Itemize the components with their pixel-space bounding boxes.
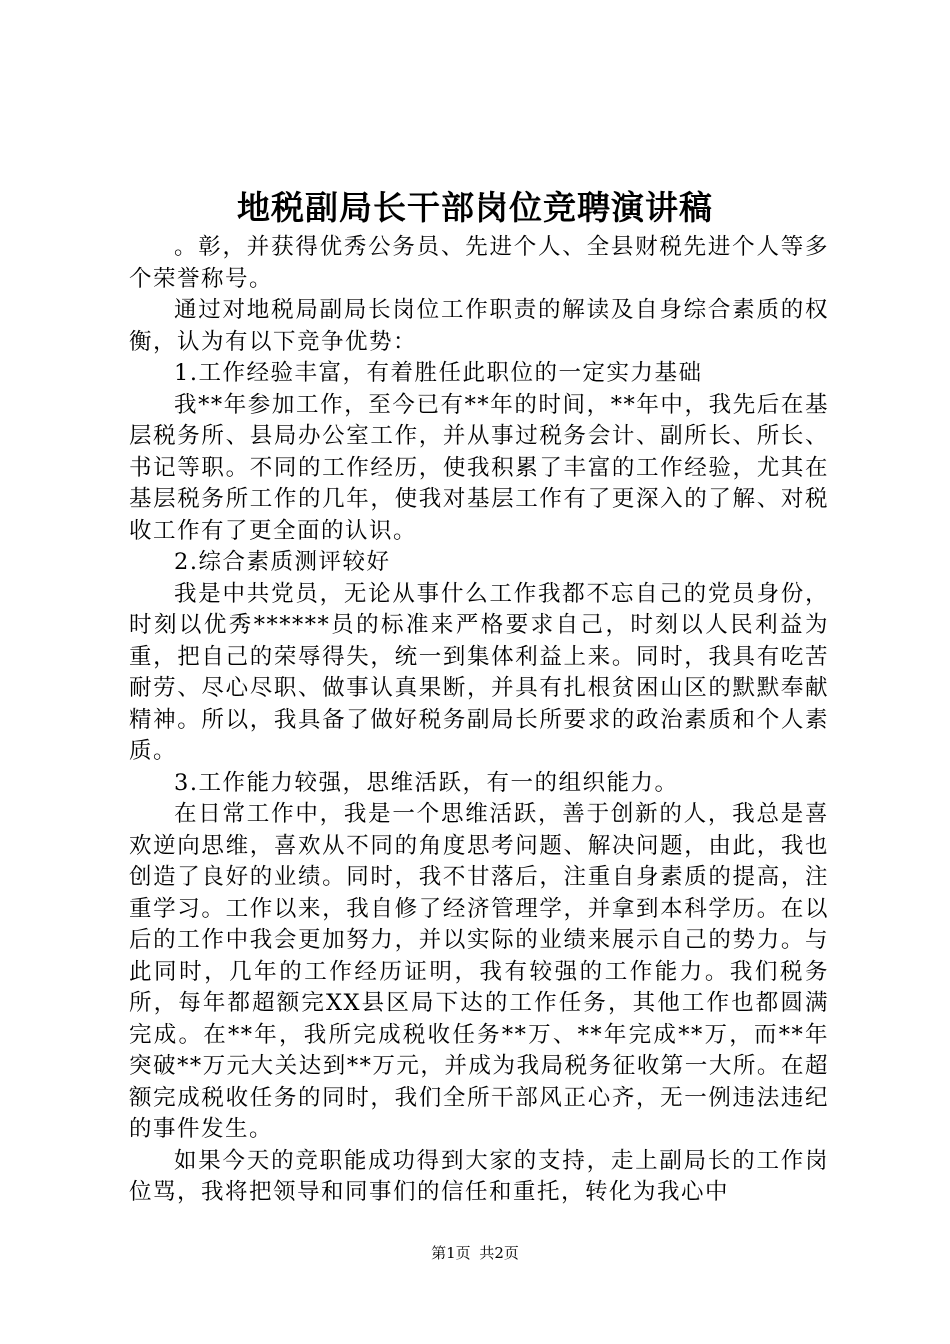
page-footer — [0, 1242, 950, 1264]
section-heading: 3.工作能力较强，思维活跃，有一的组织能力。 — [174, 769, 679, 796]
section-heading: 2.综合素质测评较好 — [174, 549, 391, 575]
paragraph: 我**年参加工作，至今已有**年的时间，**年中，我先后在基层税务所、县局办公室工作，并从事过税务会计、副所长、所长、书记等职。不同的工作经历，使我积累了丰富的工作经验，尤其在基层税务所工作的几年，使我对基层工作有了更深入的了解、对税收工作有了更全面的认识。 — [129, 391, 829, 544]
paragraph: 。彰，并获得优秀公务员、先进个人、全县财税先进个人等多个荣誉称号。 — [129, 234, 829, 292]
document-body — [129, 232, 829, 1209]
paragraph: 通过对地税局副局长岗位工作职责的解读及自身综合素质的权衡，认为有以下竞争优势： — [129, 297, 829, 355]
paragraph: 在日常工作中，我是一个思维活跃，善于创新的人，我总是喜欢逆向思维，喜欢从不同的角度思考问题、解决问题，由此，我也创造了良好的业绩。同时，我不甘落后，注重自身素质的提高，注重学习。工作以来，我自修了经济管理学，并拿到本科学历。在以后的工作中我会更加努力，并以实际的业绩来展示自己的势力。与此同时，几年的工作经历证明，我有较强的工作能力。我们税务所，每年都超额完XX县区局下达的工作任务，其他工作也都圆满完成。在**年，我所完成税收任务**万、**年完成**万，而**年突破**万元大关达到**万元，并成为我局税务征收第一大所。在超额完成税收任务的同时，我们全所干部风正心齐，无一例违法违纪的事件发生。 — [129, 801, 829, 1142]
document-title: 地税副局长干部岗位竞聘演讲稿 — [237, 188, 713, 227]
page-number: 第1页 — [431, 1244, 471, 1262]
page-total: 共2页 — [479, 1244, 519, 1262]
paragraph: 我是中共党员，无论从事什么工作我都不忘自己的党员身份，时刻以优秀******员的标准来严格要求自己，时刻以人民利益为重，把自己的荣辱得失，统一到集体利益上来。同时，我具有吃苦耐劳、尽心尽职、做事认真果断，并具有扎根贫困山区的默默奉献精神。所以，我具备了做好税务副局长所要求的政治素质和个人素质。 — [129, 580, 829, 764]
section-heading: 1.工作经验丰富，有着胜任此职位的一定实力基础 — [174, 360, 703, 386]
paragraph: 如果今天的竞职能成功得到大家的支持，走上副局长的工作岗位骂，我将把领导和同事们的信任和重托，转化为我心中 — [129, 1147, 829, 1205]
